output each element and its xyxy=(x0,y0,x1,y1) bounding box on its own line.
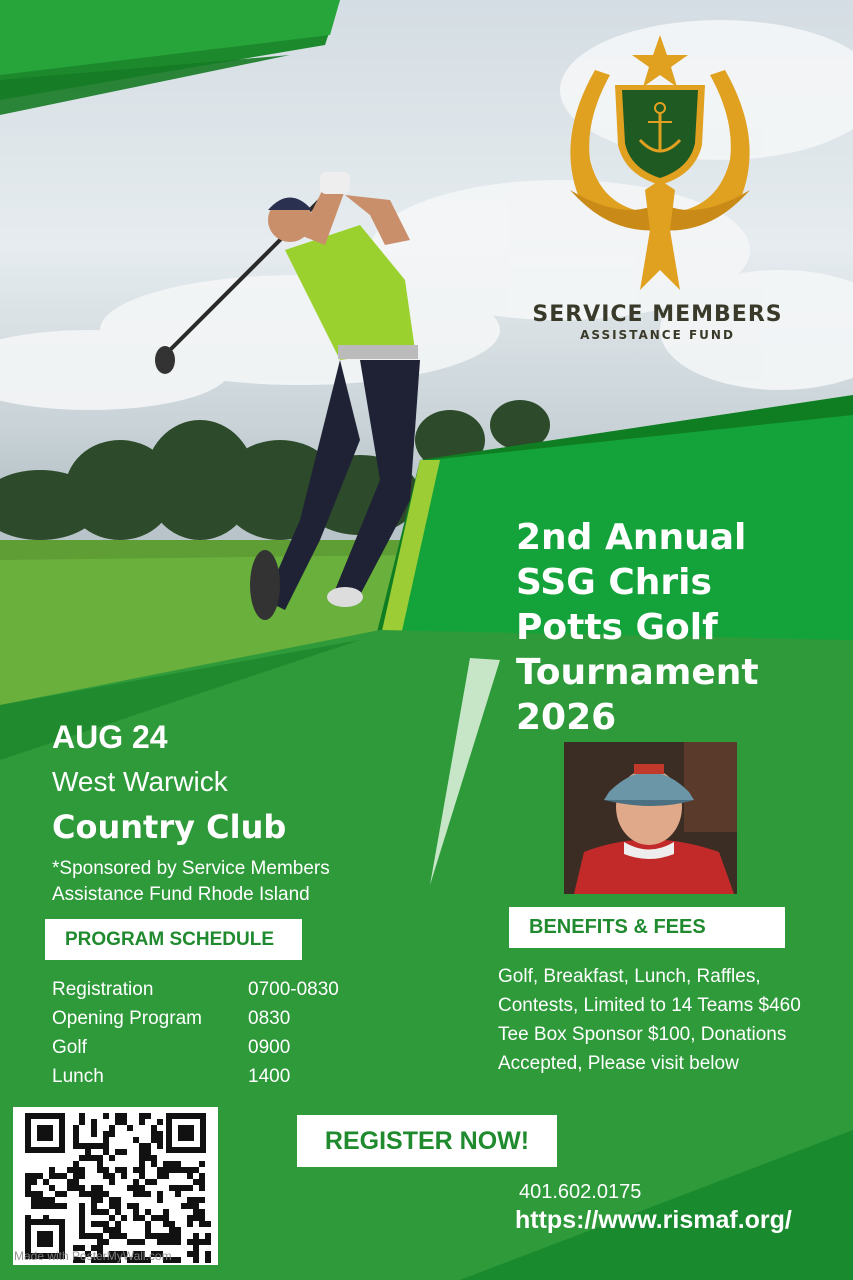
website-link[interactable]: https://www.rismaf.org/ xyxy=(515,1206,792,1234)
sponsor-line: Assistance Fund Rhode Island xyxy=(52,884,310,905)
title-line: Potts Golf xyxy=(516,607,718,648)
benefits-line: Tee Box Sponsor $100, Donations xyxy=(498,1024,787,1045)
title-line: 2nd Annual xyxy=(516,517,747,558)
program-schedule xyxy=(52,975,372,1091)
event-date: AUG 24 xyxy=(52,719,168,755)
contact-phone: 401.602.0175 xyxy=(519,1181,642,1203)
benefits-line: Golf, Breakfast, Lunch, Raffles, xyxy=(498,966,761,987)
laurel-shield-icon xyxy=(540,30,790,300)
schedule-item-time: 0700-0830 xyxy=(248,979,339,1000)
venue-line-1: West Warwick xyxy=(52,766,228,797)
schedule-row xyxy=(52,1033,372,1062)
portrait-image xyxy=(564,742,737,894)
title-line: 2026 xyxy=(516,697,617,738)
register-now-button[interactable]: REGISTER NOW! xyxy=(297,1115,557,1167)
benefits-line: Contests, Limited to 14 Teams $460 xyxy=(498,995,801,1016)
schedule-item-name: Lunch xyxy=(52,1066,104,1087)
schedule-row xyxy=(52,975,372,1004)
sponsor-line: *Sponsored by Service Members xyxy=(52,858,330,879)
title-line: Tournament xyxy=(516,652,759,693)
honoree-portrait xyxy=(564,742,737,894)
qr-code[interactable] xyxy=(13,1107,218,1265)
logo-subtitle: ASSISTANCE FUND xyxy=(580,328,735,342)
schedule-item-name: Golf xyxy=(52,1037,87,1058)
benefits-text xyxy=(498,962,848,1078)
schedule-row xyxy=(52,1062,372,1091)
program-schedule-label: PROGRAM SCHEDULE xyxy=(45,919,302,960)
title-line: SSG Chris xyxy=(516,562,712,603)
qr-code-icon xyxy=(13,1107,218,1265)
schedule-item-time: 1400 xyxy=(248,1066,291,1087)
schedule-item-time: 0900 xyxy=(248,1037,291,1058)
schedule-item-name: Opening Program xyxy=(52,1008,202,1029)
tournament-title xyxy=(516,515,846,740)
benefits-line: Accepted, Please visit below xyxy=(498,1053,739,1074)
venue-line-2: Country Club xyxy=(52,808,287,846)
benefits-fees-label: BENEFITS & FEES xyxy=(509,907,785,948)
schedule-item-time: 0830 xyxy=(248,1008,291,1029)
watermark: Made with PosterMyWall.com xyxy=(14,1249,172,1263)
logo-title: SERVICE MEMBERS xyxy=(532,302,783,327)
schedule-row xyxy=(52,1004,372,1033)
sponsor-note xyxy=(52,856,412,908)
schedule-item-name: Registration xyxy=(52,979,154,1000)
